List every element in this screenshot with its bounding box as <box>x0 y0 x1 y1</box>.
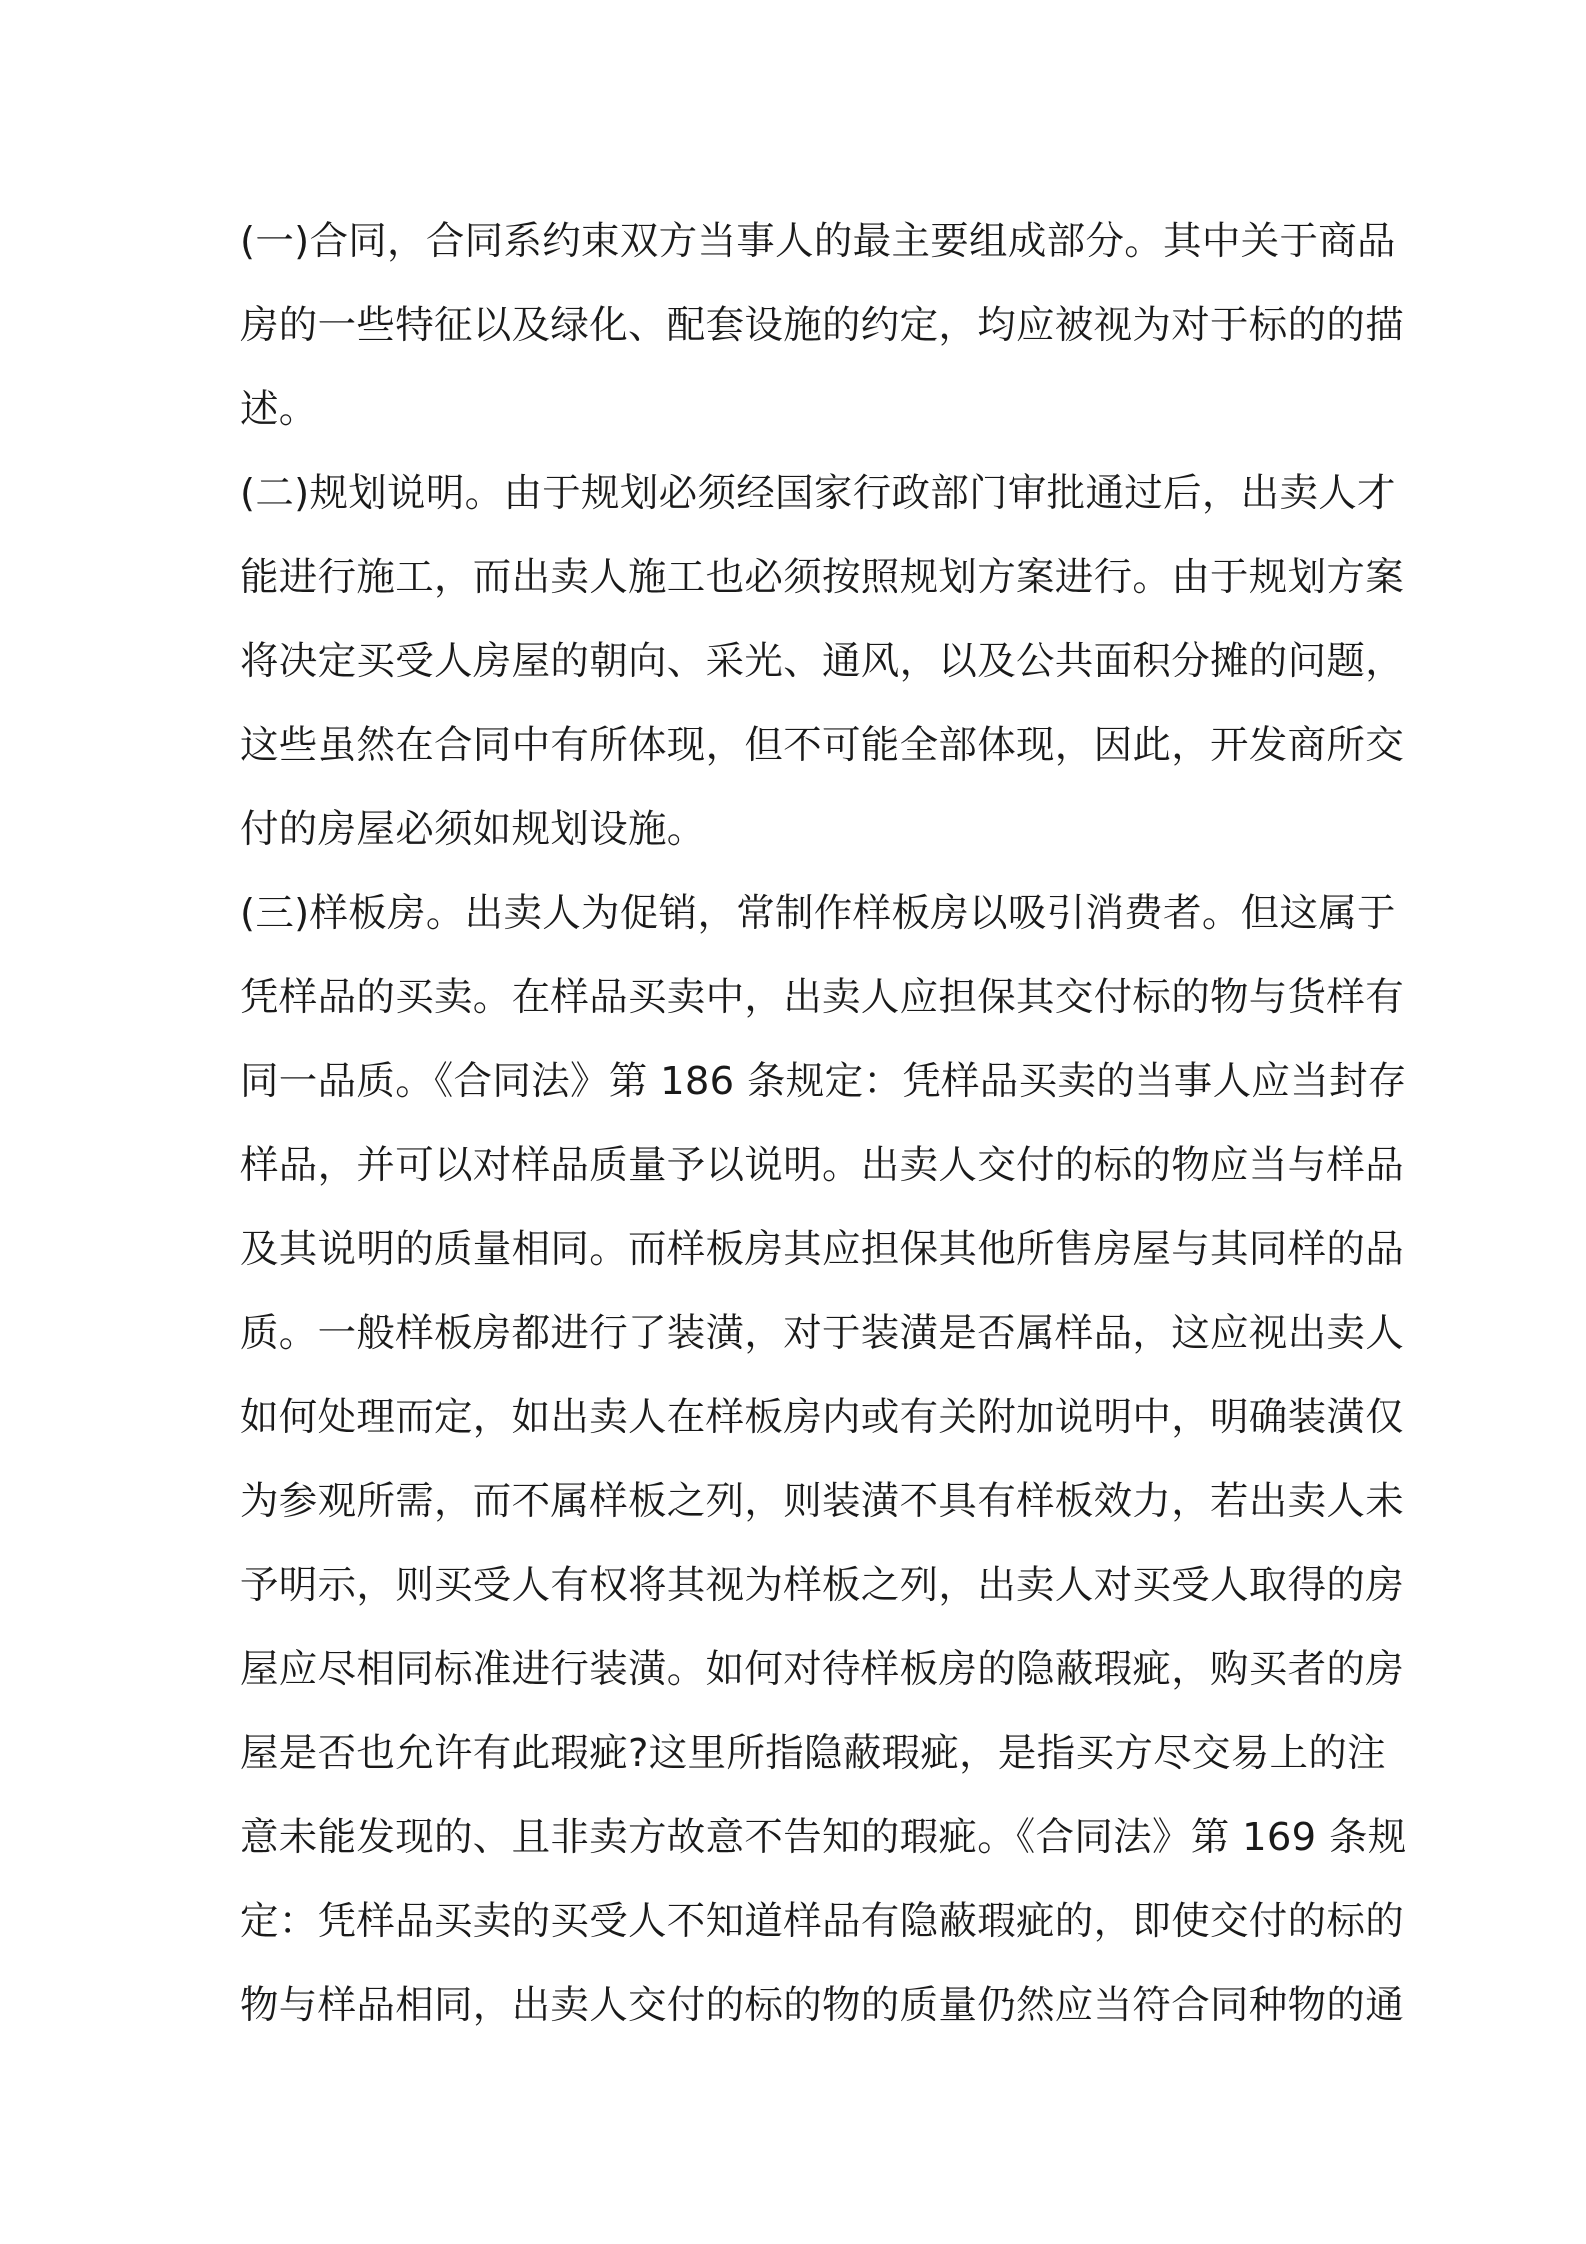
text-line: 定：凭样品买卖的买受人不知道样品有隐蔽瑕疵的，即使交付的标的 <box>240 1899 1405 1944</box>
text-line: 及其说明的质量相同。而样板房其应担保其他所售房屋与其同样的品 <box>240 1227 1405 1272</box>
text-line: (三)样板房。出卖人为促销，常制作样板房以吸引消费者。但这属于 <box>240 891 1396 936</box>
text-line: (二)规划说明。由于规划必须经国家行政部门审批通过后，出卖人才 <box>240 471 1396 516</box>
body-text <box>240 200 1407 2048</box>
text-line: 这些虽然在合同中有所体现，但不可能全部体现，因此，开发商所交 <box>240 723 1405 768</box>
text-line: 付的房屋必须如规划设施。 <box>240 807 706 852</box>
text-line: 为参观所需，而不属样板之列，则装潢不具有样板效力，若出卖人未 <box>240 1479 1405 1524</box>
text-line: 同一品质。《合同法》第 186 条规定：凭样品买卖的当事人应当封存 <box>240 1059 1407 1104</box>
text-line: 凭样品的买卖。在样品买卖中，出卖人应担保其交付标的物与货样有 <box>240 975 1405 1020</box>
text-line: 房的一些特征以及绿化、配套设施的约定，均应被视为对于标的的描 <box>240 303 1405 348</box>
text-line: 物与样品相同，出卖人交付的标的物的质量仍然应当符合同种物的通 <box>240 1983 1405 2028</box>
text-line: 能进行施工，而出卖人施工也必须按照规划方案进行。由于规划方案 <box>240 555 1405 600</box>
text-line: 屋是否也允许有此瑕疵?这里所指隐蔽瑕疵，是指买方尽交易上的注 <box>240 1731 1386 1776</box>
text-line: 意未能发现的、且非卖方故意不告知的瑕疵。《合同法》第 169 条规 <box>240 1815 1407 1860</box>
text-line: 质。一般样板房都进行了装潢，对于装潢是否属样品，这应视出卖人 <box>240 1311 1405 1356</box>
text-line: 如何处理而定，如出卖人在样板房内或有关附加说明中，明确装潢仅 <box>240 1395 1405 1440</box>
text-line: 屋应尽相同标准进行装潢。如何对待样板房的隐蔽瑕疵，购买者的房 <box>240 1647 1405 1692</box>
text-line: 予明示，则买受人有权将其视为样板之列，出卖人对买受人取得的房 <box>240 1563 1405 1608</box>
text-line: 述。 <box>240 387 318 432</box>
text-line: (一)合同，合同系约束双方当事人的最主要组成部分。其中关于商品 <box>240 219 1396 264</box>
text-line: 将决定买受人房屋的朝向、采光、通风，以及公共面积分摊的问题， <box>240 639 1405 684</box>
text-line: 样品，并可以对样品质量予以说明。出卖人交付的标的物应当与样品 <box>240 1143 1405 1188</box>
